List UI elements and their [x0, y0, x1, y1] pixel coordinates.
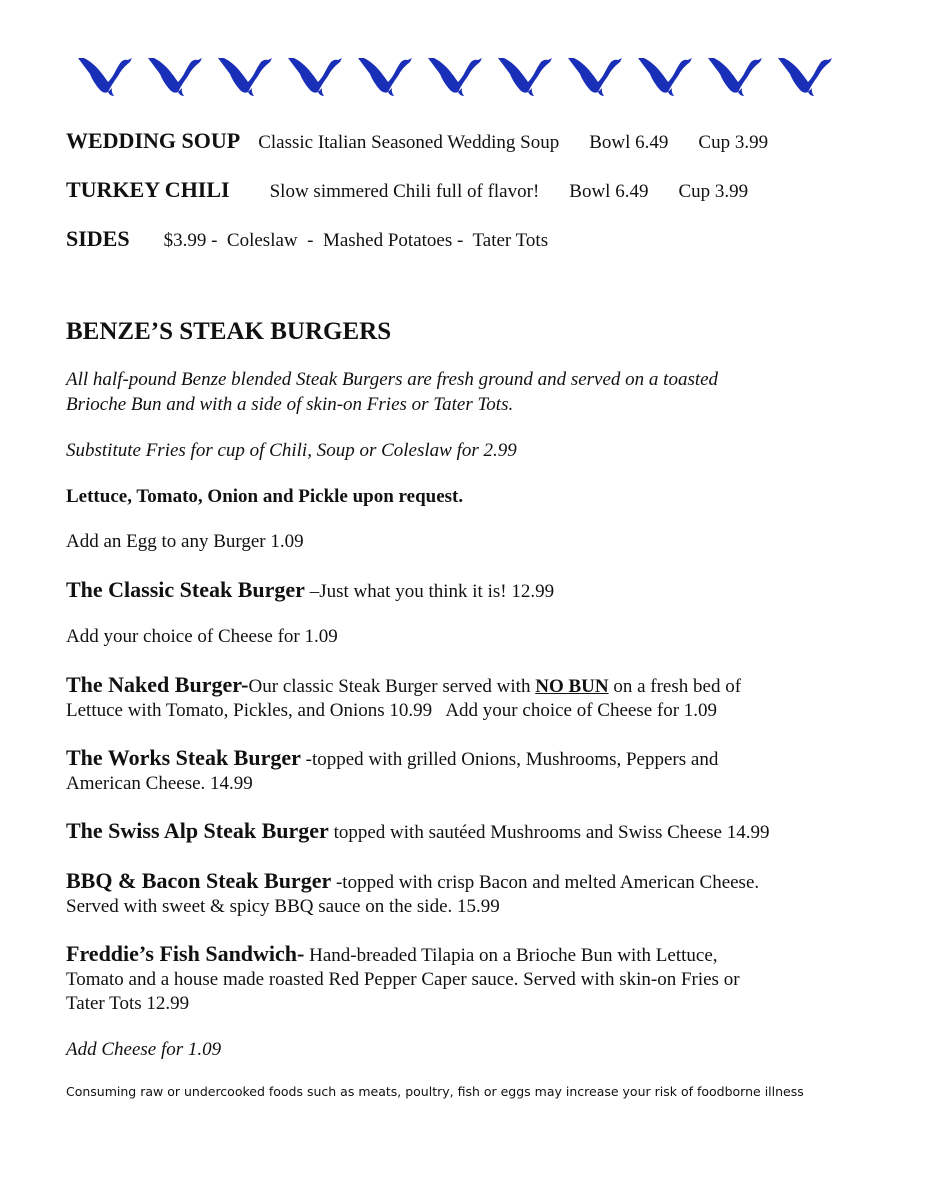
- bird-icon: [564, 52, 624, 98]
- item-name: BBQ & Bacon Steak Burger: [66, 868, 332, 893]
- bird-icon: [704, 52, 764, 98]
- add-cheese-note: Add Cheese for 1.09: [66, 1039, 222, 1060]
- substitute-note: Substitute Fries for cup of Chili, Soup or Coleslaw for 2.99: [66, 440, 517, 461]
- item-description-line: Tater Tots 12.99: [66, 993, 190, 1014]
- menu-item-bbq: [66, 868, 759, 894]
- cheese-note: Add your choice of Cheese for 1.09: [66, 626, 338, 647]
- item-name: WEDDING SOUP: [66, 128, 241, 153]
- request-note: Lettuce, Tomato, Onion and Pickle upon request.: [66, 486, 464, 507]
- soup-row-chili: [66, 177, 748, 203]
- intro-line: Brioche Bun and with a side of skin-on Fries or Tater Tots.: [66, 394, 514, 415]
- item-name: The Classic Steak Burger: [66, 577, 305, 602]
- item-description-line: Served with sweet & spicy BBQ sauce on the side. 15.99: [66, 896, 500, 917]
- bowl-price: Bowl 6.49: [569, 181, 649, 202]
- cup-price: Cup 3.99: [698, 132, 769, 153]
- item-description: Classic Italian Seasoned Wedding Soup: [258, 132, 560, 153]
- bird-icon: [144, 52, 204, 98]
- item-description: -topped with crisp Bacon and melted American Cheese.: [331, 872, 760, 893]
- item-description-line: Tomato and a house made roasted Red Pepper Caper sauce. Served with skin-on Fries or: [66, 969, 740, 990]
- item-description-line: Lettuce with Tomato, Pickles, and Onions 10.99 Add your choice of Cheese for 1.09: [66, 700, 718, 721]
- item-name: The Swiss Alp Steak Burger: [66, 818, 329, 843]
- bird-icon: [354, 52, 414, 98]
- sides-row: [66, 226, 548, 252]
- menu-item-classic: [66, 577, 554, 603]
- bird-border: [74, 52, 834, 102]
- menu-item-naked: [66, 672, 741, 698]
- item-description: Hand-breaded Tilapia on a Brioche Bun with Lettuce,: [304, 945, 718, 966]
- menu-item-fish: [66, 941, 718, 967]
- bird-icon: [214, 52, 274, 98]
- section-title: BENZE’S STEAK BURGERS: [66, 318, 392, 345]
- bird-icon: [284, 52, 344, 98]
- cup-price: Cup 3.99: [678, 181, 749, 202]
- item-description: -topped with grilled Onions, Mushrooms, Peppers and: [300, 749, 719, 770]
- item-description: $3.99 - Coleslaw - Mashed Potatoes - Tater Tots: [163, 230, 549, 251]
- bird-icon: [424, 52, 484, 98]
- item-name: The Naked Burger-: [66, 672, 249, 697]
- item-name: TURKEY CHILI: [66, 177, 230, 202]
- food-safety-disclaimer: Consuming raw or undercooked foods such as meats, poultry, fish or eggs may increase your risk of foodborne illness: [66, 1084, 804, 1099]
- item-description: –Just what you think it is! 12.99: [304, 581, 555, 602]
- item-name: The Works Steak Burger: [66, 745, 301, 770]
- bird-icon: [634, 52, 694, 98]
- bowl-price: Bowl 6.49: [589, 132, 669, 153]
- bird-icon: [74, 52, 134, 98]
- soup-row-wedding: [66, 128, 768, 154]
- item-description: topped with sautéed Mushrooms and Swiss Cheese 14.99: [328, 822, 770, 843]
- item-name: Freddie’s Fish Sandwich-: [66, 941, 305, 966]
- item-name: SIDES: [66, 226, 130, 251]
- menu-item-swiss: [66, 818, 769, 844]
- intro-line: All half-pound Benze blended Steak Burgers are fresh ground and served on a toasted: [66, 369, 719, 390]
- item-description: Slow simmered Chili full of flavor!: [269, 181, 540, 202]
- item-description-line: American Cheese. 14.99: [66, 773, 253, 794]
- item-description: Our classic Steak Burger served with: [248, 676, 536, 697]
- bird-icon: [494, 52, 554, 98]
- bird-icon: [774, 52, 834, 98]
- menu-item-works: [66, 745, 718, 771]
- egg-note: Add an Egg to any Burger 1.09: [66, 531, 304, 552]
- item-description: on a fresh bed of: [608, 676, 742, 697]
- no-bun-emphasis: NO BUN: [535, 676, 609, 697]
